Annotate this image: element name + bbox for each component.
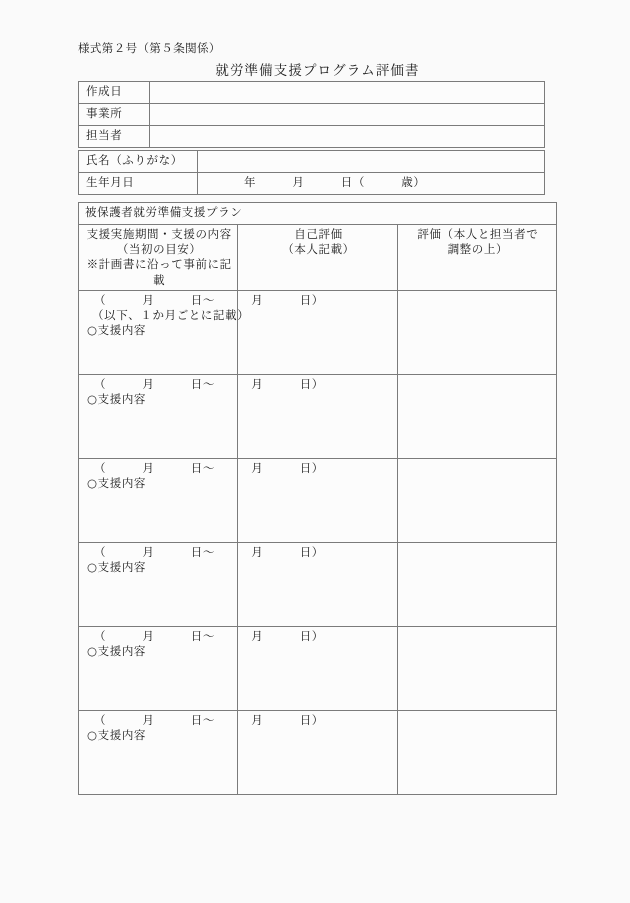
plan-header-row xyxy=(79,225,557,291)
column-header-self-evaluation-line2: （本人記載） xyxy=(282,242,355,257)
table-row xyxy=(79,290,557,374)
plan-content-cell-6[interactable] xyxy=(79,710,324,794)
plan-banner-row xyxy=(79,203,557,225)
admin-value-creation-date[interactable] xyxy=(150,82,545,104)
plan-eval-cell-3[interactable] xyxy=(397,458,556,542)
plan-period-6: （ 月 日～ 月 日） xyxy=(94,712,324,727)
plan-period-5: （ 月 日～ 月 日） xyxy=(94,628,324,643)
plan-content-cell-2[interactable] xyxy=(79,374,324,458)
document-title: 就労準備支援プログラム評価書 xyxy=(215,63,420,79)
form-number: 様式第２号（第５条関係） xyxy=(78,41,221,55)
person-value-birthdate[interactable] xyxy=(198,173,545,195)
plan-eval-cell-2[interactable] xyxy=(397,374,556,458)
table-row xyxy=(79,82,545,104)
table-row xyxy=(79,374,557,458)
table-row xyxy=(79,542,557,626)
plan-content-label-6: ○支援内容 xyxy=(87,727,147,742)
admin-label-office: 事業所 xyxy=(79,104,150,126)
plan-content-label-3: ○支援内容 xyxy=(87,475,147,490)
plan-content-label-2: ○支援内容 xyxy=(87,391,147,406)
person-value-name[interactable] xyxy=(198,151,545,173)
column-header-self-evaluation-line1: 自己評価 xyxy=(294,227,343,241)
plan-content-label-1: ○支援内容 xyxy=(87,323,147,338)
plan-period-4: （ 月 日～ 月 日） xyxy=(94,544,324,559)
person-label-birthdate: 生年月日 xyxy=(79,173,198,195)
plan-eval-cell-4[interactable] xyxy=(397,542,556,626)
plan-content-cell-5[interactable] xyxy=(79,626,324,710)
person-label-name: 氏名（ふりがな） xyxy=(79,151,198,173)
table-row xyxy=(79,710,557,794)
plan-content-cell-3[interactable] xyxy=(79,458,324,542)
plan-eval-cell-1[interactable] xyxy=(397,290,556,374)
table-row xyxy=(79,173,545,195)
admin-label-staff: 担当者 xyxy=(79,126,150,148)
person-table xyxy=(78,150,545,195)
column-header-evaluation-line2: 調整の上） xyxy=(447,242,509,257)
admin-value-office[interactable] xyxy=(150,104,545,126)
plan-content-label-5: ○支援内容 xyxy=(87,643,147,658)
table-row xyxy=(79,151,545,173)
column-header-evaluation xyxy=(397,225,556,291)
plan-banner-label: 被保護者就労準備支援プラン xyxy=(79,203,557,225)
support-plan-table xyxy=(78,202,557,795)
admin-table xyxy=(78,81,545,148)
column-header-support-content xyxy=(79,225,238,291)
birthdate-placeholder-text: 年 月 日（ 歳） xyxy=(244,175,426,189)
admin-label-creation-date: 作成日 xyxy=(79,82,150,104)
admin-value-staff[interactable] xyxy=(150,126,545,148)
column-header-evaluation-line1: 評価（本人と担当者で xyxy=(417,227,539,241)
plan-eval-cell-5[interactable] xyxy=(397,626,556,710)
plan-note-1: （以下、１か月ごとに記載） xyxy=(92,307,250,322)
plan-period-1: （ 月 日～ 月 日） xyxy=(94,292,324,307)
plan-content-cell-4[interactable] xyxy=(79,542,324,626)
column-header-support-content-line1: 支援実施期間・支援の内容（当初の目安） xyxy=(86,227,232,257)
plan-eval-cell-6[interactable] xyxy=(397,710,556,794)
column-header-self-evaluation xyxy=(238,225,397,291)
plan-content-label-4: ○支援内容 xyxy=(87,559,147,574)
table-row xyxy=(79,104,545,126)
column-header-support-content-line2: ※計画書に沿って事前に記載 xyxy=(86,257,232,287)
table-row xyxy=(79,126,545,148)
plan-content-cell-1[interactable] xyxy=(79,290,324,374)
table-row xyxy=(79,626,557,710)
plan-period-2: （ 月 日～ 月 日） xyxy=(94,376,324,391)
table-row xyxy=(79,458,557,542)
plan-period-3: （ 月 日～ 月 日） xyxy=(94,460,324,475)
